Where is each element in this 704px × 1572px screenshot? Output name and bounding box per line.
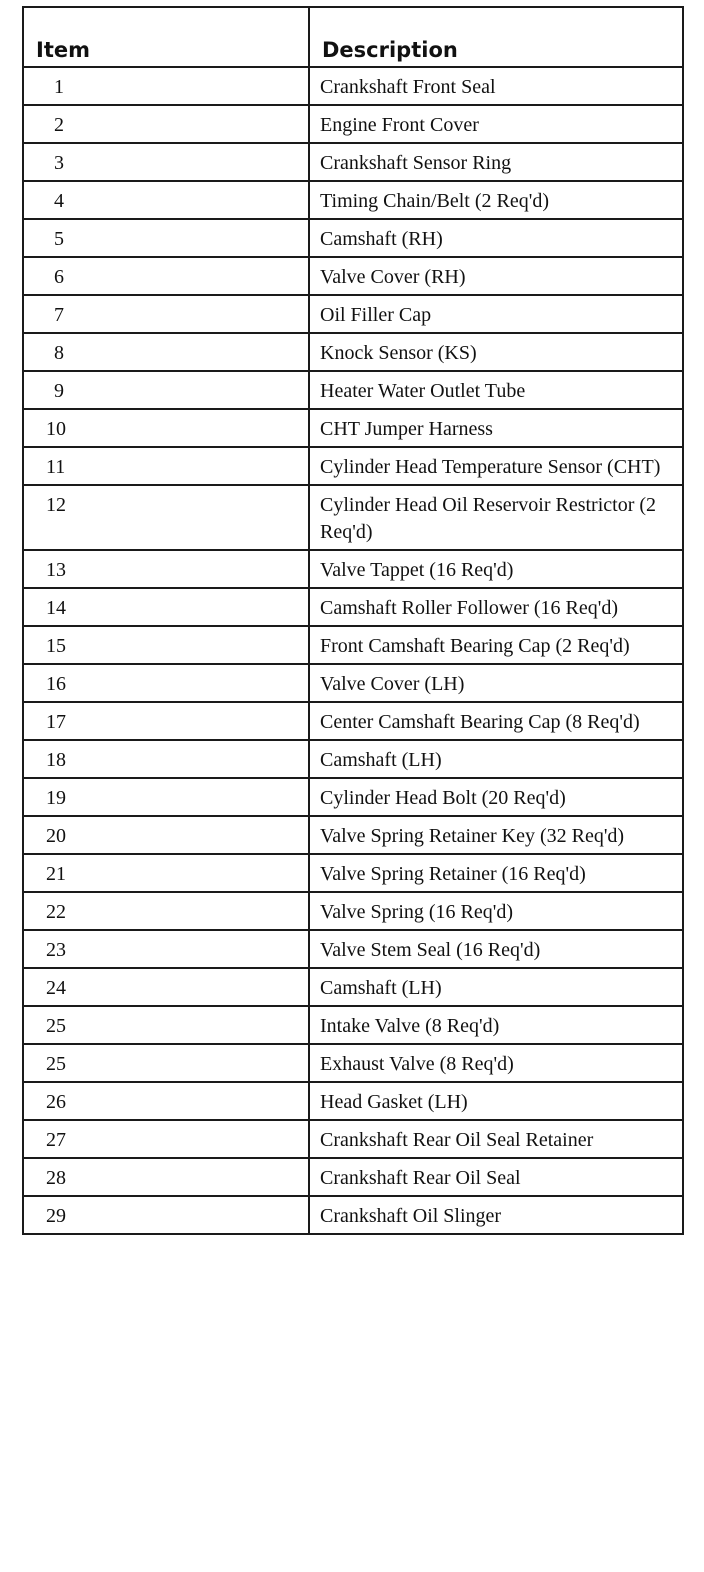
description-cell: Timing Chain/Belt (2 Req'd) <box>309 181 683 219</box>
item-number-cell: 6 <box>23 257 309 295</box>
item-number-cell: 24 <box>23 968 309 1006</box>
description-cell: CHT Jumper Harness <box>309 409 683 447</box>
item-number-cell: 14 <box>23 588 309 626</box>
item-number-cell: 7 <box>23 295 309 333</box>
item-number-cell: 9 <box>23 371 309 409</box>
item-number-cell: 25 <box>23 1006 309 1044</box>
description-cell: Camshaft (RH) <box>309 219 683 257</box>
item-number-cell: 11 <box>23 447 309 485</box>
table-row <box>23 740 683 778</box>
table-row <box>23 588 683 626</box>
table-row <box>23 892 683 930</box>
table-row <box>23 371 683 409</box>
description-cell: Intake Valve (8 Req'd) <box>309 1006 683 1044</box>
table-row <box>23 67 683 105</box>
table-row <box>23 626 683 664</box>
table-row <box>23 447 683 485</box>
description-cell: Head Gasket (LH) <box>309 1082 683 1120</box>
table-row <box>23 854 683 892</box>
parts-table <box>22 6 684 1235</box>
description-cell: Crankshaft Rear Oil Seal <box>309 1158 683 1196</box>
table-row <box>23 702 683 740</box>
item-number-cell: 12 <box>23 485 309 550</box>
table-row <box>23 181 683 219</box>
parts-table-body <box>23 67 683 1234</box>
item-number-cell: 5 <box>23 219 309 257</box>
item-number-cell: 3 <box>23 143 309 181</box>
item-number-cell: 28 <box>23 1158 309 1196</box>
item-number-cell: 8 <box>23 333 309 371</box>
table-row <box>23 1082 683 1120</box>
item-number-cell: 18 <box>23 740 309 778</box>
description-cell: Crankshaft Front Seal <box>309 67 683 105</box>
table-row <box>23 1006 683 1044</box>
description-cell: Cylinder Head Temperature Sensor (CHT) <box>309 447 683 485</box>
item-number-cell: 1 <box>23 67 309 105</box>
table-row <box>23 143 683 181</box>
description-cell: Valve Stem Seal (16 Req'd) <box>309 930 683 968</box>
description-cell: Center Camshaft Bearing Cap (8 Req'd) <box>309 702 683 740</box>
item-number-cell: 13 <box>23 550 309 588</box>
item-number-cell: 17 <box>23 702 309 740</box>
description-cell: Crankshaft Sensor Ring <box>309 143 683 181</box>
table-row <box>23 105 683 143</box>
description-cell: Camshaft (LH) <box>309 968 683 1006</box>
table-row <box>23 816 683 854</box>
description-cell: Valve Tappet (16 Req'd) <box>309 550 683 588</box>
description-cell: Valve Cover (RH) <box>309 257 683 295</box>
description-cell: Engine Front Cover <box>309 105 683 143</box>
table-row <box>23 333 683 371</box>
table-row <box>23 219 683 257</box>
item-number-cell: 29 <box>23 1196 309 1234</box>
table-row <box>23 1044 683 1082</box>
table-row <box>23 664 683 702</box>
table-row <box>23 778 683 816</box>
description-cell: Cylinder Head Bolt (20 Req'd) <box>309 778 683 816</box>
description-cell: Valve Cover (LH) <box>309 664 683 702</box>
table-row <box>23 1120 683 1158</box>
item-column-header: Item <box>23 7 309 67</box>
description-cell: Knock Sensor (KS) <box>309 333 683 371</box>
item-number-cell: 15 <box>23 626 309 664</box>
table-row <box>23 968 683 1006</box>
item-number-cell: 10 <box>23 409 309 447</box>
item-number-cell: 27 <box>23 1120 309 1158</box>
table-row <box>23 550 683 588</box>
table-row <box>23 295 683 333</box>
description-cell: Crankshaft Oil Slinger <box>309 1196 683 1234</box>
table-row <box>23 1158 683 1196</box>
description-cell: Exhaust Valve (8 Req'd) <box>309 1044 683 1082</box>
item-number-cell: 23 <box>23 930 309 968</box>
table-row <box>23 257 683 295</box>
description-cell: Front Camshaft Bearing Cap (2 Req'd) <box>309 626 683 664</box>
description-cell: Cylinder Head Oil Reservoir Restrictor (2 Req'd) <box>309 485 683 550</box>
item-number-cell: 25 <box>23 1044 309 1082</box>
table-row <box>23 930 683 968</box>
description-cell: Heater Water Outlet Tube <box>309 371 683 409</box>
table-row <box>23 409 683 447</box>
description-cell: Camshaft (LH) <box>309 740 683 778</box>
description-cell: Valve Spring (16 Req'd) <box>309 892 683 930</box>
item-number-cell: 20 <box>23 816 309 854</box>
item-number-cell: 16 <box>23 664 309 702</box>
item-number-cell: 2 <box>23 105 309 143</box>
description-cell: Crankshaft Rear Oil Seal Retainer <box>309 1120 683 1158</box>
item-number-cell: 26 <box>23 1082 309 1120</box>
table-row <box>23 1196 683 1234</box>
item-number-cell: 4 <box>23 181 309 219</box>
item-number-cell: 21 <box>23 854 309 892</box>
description-cell: Valve Spring Retainer (16 Req'd) <box>309 854 683 892</box>
description-cell: Oil Filler Cap <box>309 295 683 333</box>
table-header-row <box>23 7 683 67</box>
table-row <box>23 485 683 550</box>
description-column-header: Description <box>309 7 683 67</box>
item-number-cell: 19 <box>23 778 309 816</box>
description-cell: Camshaft Roller Follower (16 Req'd) <box>309 588 683 626</box>
item-number-cell: 22 <box>23 892 309 930</box>
description-cell: Valve Spring Retainer Key (32 Req'd) <box>309 816 683 854</box>
